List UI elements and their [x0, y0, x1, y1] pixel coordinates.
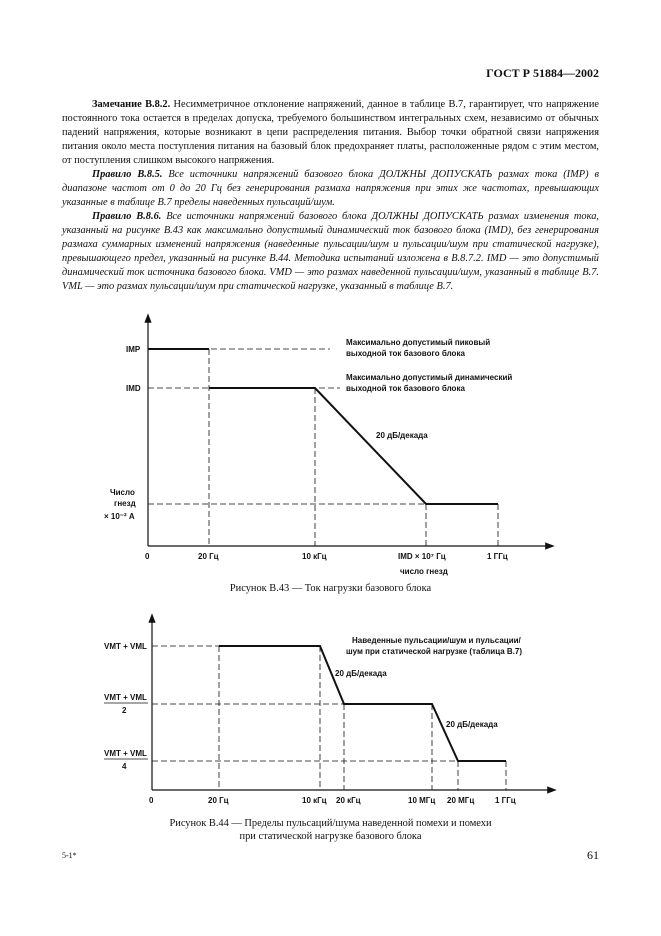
- fig43-xtick-2: 10 кГц: [302, 552, 327, 561]
- figure44-caption-line2: при статической нагрузке базового блока: [239, 831, 422, 842]
- fig44-ylabel-full: VMT + VML: [104, 642, 147, 651]
- fig44-anno-line2: шум при статической нагрузке (таблица В.7): [346, 647, 522, 656]
- figure43-chart: [104, 318, 550, 576]
- fig44-xtick-1: 20 Гц: [208, 796, 229, 805]
- fig44-xtick-5: 20 МГц: [447, 796, 475, 805]
- fig43-ylabel-floor2: гнезд: [114, 499, 136, 508]
- fig43-anno-imp1: Максимально допустимый пиковый: [346, 338, 491, 347]
- fig43-xtick-4: 1 ГГц: [487, 552, 508, 561]
- fig44-xtick-2: 10 кГц: [302, 796, 327, 805]
- fig43-xsublabel: число гнезд: [400, 567, 448, 576]
- figure44-chart: [104, 618, 552, 805]
- fig44-ylabel-half-num: VMT + VML: [104, 693, 147, 702]
- fig44-xtick-6: 1 ГГц: [495, 796, 516, 805]
- fig44-ylabel-half-den: 2: [122, 706, 127, 715]
- fig43-ylabel-floor1: Число: [110, 488, 135, 497]
- fig44-xtick-0: 0: [149, 796, 154, 805]
- fig44-xtick-3: 20 кГц: [336, 796, 361, 805]
- rule-8-5-paragraph: Правило В.8.5. Все источники напряжений базового блока ДОЛЖНЫ ДОПУСКАТЬ размах тока (IMP) в диапазоне частот от 0 до 20 Гц без генерирования размаха напряжения при этих же частотах, превышающих указанные в таблице В.7 пределы наведенных пульсаций/шум.: [62, 169, 600, 208]
- fig43-xtick-0: 0: [145, 552, 150, 561]
- page-number: 61: [587, 848, 599, 862]
- fig43-anno-imd1: Максимально допустимый динамический: [346, 373, 513, 382]
- note-paragraph: Замечание В.8.2. Несимметричное отклонение напряжений, данное в таблице В.7, гарантирует, что напряжение постоянного тока остается в пределах допуска, требуемого большинством интегральных схем, независимо от обычных падений напряжения, которые возникают в цепи распределения питания. Выбор точки обратной связи напряжения питания около места поступления питания на базовый блок предохраняет платы, расположенные рядом с этим местом, от поступления слишком высокого напряжения.: [62, 99, 600, 166]
- fig44-anno-slope2: 20 дБ/декада: [446, 720, 498, 729]
- fig44-ylabel-quarter-num: VMT + VML: [104, 749, 147, 758]
- footer-mark: 5-1*: [62, 851, 77, 860]
- fig44-anno-slope1: 20 дБ/декада: [335, 669, 387, 678]
- document-header: ГОСТ Р 51884—2002: [486, 66, 599, 80]
- fig43-anno-imp2: выходной ток базового блока: [346, 349, 465, 358]
- fig43-ylabel-imp: IMP: [126, 345, 141, 354]
- fig43-xtick-3: IMD × 10⁷ Гц: [398, 552, 446, 561]
- fig43-xtick-1: 20 Гц: [198, 552, 219, 561]
- fig43-imd-curve: [209, 388, 498, 504]
- fig44-limit-curve: [219, 646, 506, 761]
- fig44-ylabel-quarter-den: 4: [122, 762, 127, 771]
- rule-8-6-paragraph: Правило В.8.6. Все источники напряжений базового блока ДОЛЖНЫ ДОПУСКАТЬ размах изменения тока, указанный на рисунке В.43 как максимально допустимый динамический ток базового блока (IMD), без генерирования размаха суммарных изменений напряжения (наведенные пульсации/шум и пульсации/шум при статической нагрузке), превышающего предел, указанный на рисунке В.44. Методика испытаний изложена в В.8.7.2. IMD — это допустимый динамический ток источника базового блока. VMD — это размах наведенной пульсации/шум, указанный в таблице В.7. VML — это размах пульсации/шум при статической нагрузке, указанный в таблице В.7.: [62, 211, 599, 292]
- fig43-ylabel-imd: IMD: [126, 384, 141, 393]
- figure43-caption: Рисунок В.43 — Ток нагрузки базового блока: [229, 583, 432, 594]
- fig43-ylabel-floor3: × 10⁻² А: [104, 512, 135, 521]
- fig44-anno-line1: Наведенные пульсации/шум и пульсации/: [352, 636, 521, 645]
- figure44-caption-line1: Рисунок В.44 — Пределы пульсаций/шума наведенной помехи и помехи: [169, 818, 492, 829]
- fig43-anno-slope: 20 дБ/декада: [376, 431, 428, 440]
- fig44-xtick-4: 10 МГц: [408, 796, 436, 805]
- fig43-anno-imd2: выходной ток базового блока: [346, 384, 465, 393]
